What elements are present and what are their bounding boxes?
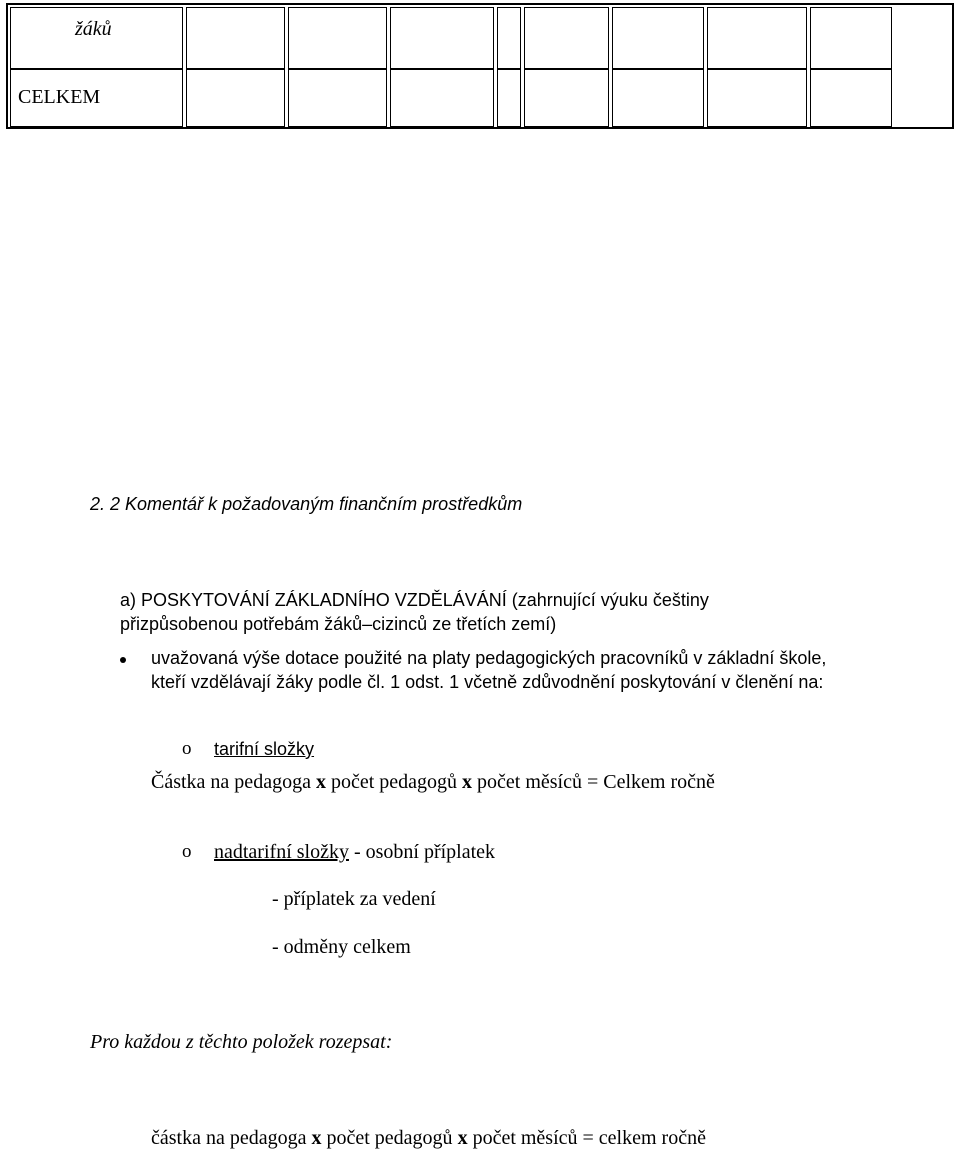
row2-label: CELKEM <box>18 86 101 108</box>
sub2-line2: - příplatek za vedení <box>272 888 436 910</box>
table-cell <box>810 7 892 69</box>
formula-part: Částka na pedagoga <box>151 771 316 793</box>
table-cell-label-row1 <box>10 7 183 69</box>
bullet-icon <box>120 657 126 663</box>
sub1-marker: o <box>182 738 192 759</box>
sub1-formula <box>151 770 715 794</box>
table-cell <box>524 7 609 69</box>
sub2-label-rest: - osobní příplatek <box>348 841 496 863</box>
multiply-sign: x <box>457 1127 468 1149</box>
table-cell <box>612 7 704 69</box>
table-cell <box>524 69 609 127</box>
multiply-sign: x <box>462 771 473 793</box>
row1-label: žáků <box>75 18 112 40</box>
formula-part: počet pedagogů <box>321 1127 458 1149</box>
multiply-sign: x <box>311 1127 322 1149</box>
sub2-line3: - odměny celkem <box>272 936 411 958</box>
table-cell <box>186 69 285 127</box>
section-heading: 2. 2 Komentář k požadovaným finančním prostředkům <box>90 494 523 514</box>
table-cell <box>497 69 521 127</box>
formula-part: počet měsíců = Celkem ročně <box>472 771 715 793</box>
table-cell <box>707 69 807 127</box>
table-cell <box>288 69 387 127</box>
bullet-line2: kteří vzdělávají žáky podle čl. 1 odst. 1 včetně zdůvodnění poskytování v členění na: <box>151 672 824 692</box>
table-cell <box>612 69 704 127</box>
summary-table <box>6 3 954 129</box>
note-text: Pro každou z těchto položek rozepsat: <box>90 1031 393 1053</box>
table-cell <box>707 7 807 69</box>
formula-part: částka na pedagoga <box>151 1127 312 1149</box>
final-formula <box>151 1126 706 1150</box>
sub1-label: tarifní složky <box>214 739 315 759</box>
bullet-line1: uvažovaná výše dotace použité na platy pedagogických pracovníků v základní škole, <box>151 648 827 668</box>
sub2-marker: o <box>182 841 192 862</box>
item-a-line2: přizpůsobenou potřebám žáků–cizinců ze třetích zemí) <box>120 614 557 634</box>
multiply-sign: x <box>315 771 326 793</box>
item-a-line1: a) POSKYTOVÁNÍ ZÁKLADNÍHO VZDĚLÁVÁNÍ (zahrnující výuku češtiny <box>120 590 709 610</box>
table-cell <box>186 7 285 69</box>
table-cell <box>390 69 494 127</box>
table-cell <box>390 7 494 69</box>
table-cell-label-row2 <box>10 69 183 127</box>
table-cell <box>497 7 521 69</box>
table-cell <box>288 7 387 69</box>
table-cell <box>810 69 892 127</box>
formula-part: počet pedagogů <box>325 771 463 793</box>
sub2-label: nadtarifní složky <box>214 841 349 863</box>
sub2-heading <box>214 840 495 864</box>
formula-part: počet měsíců = celkem ročně <box>467 1127 706 1149</box>
